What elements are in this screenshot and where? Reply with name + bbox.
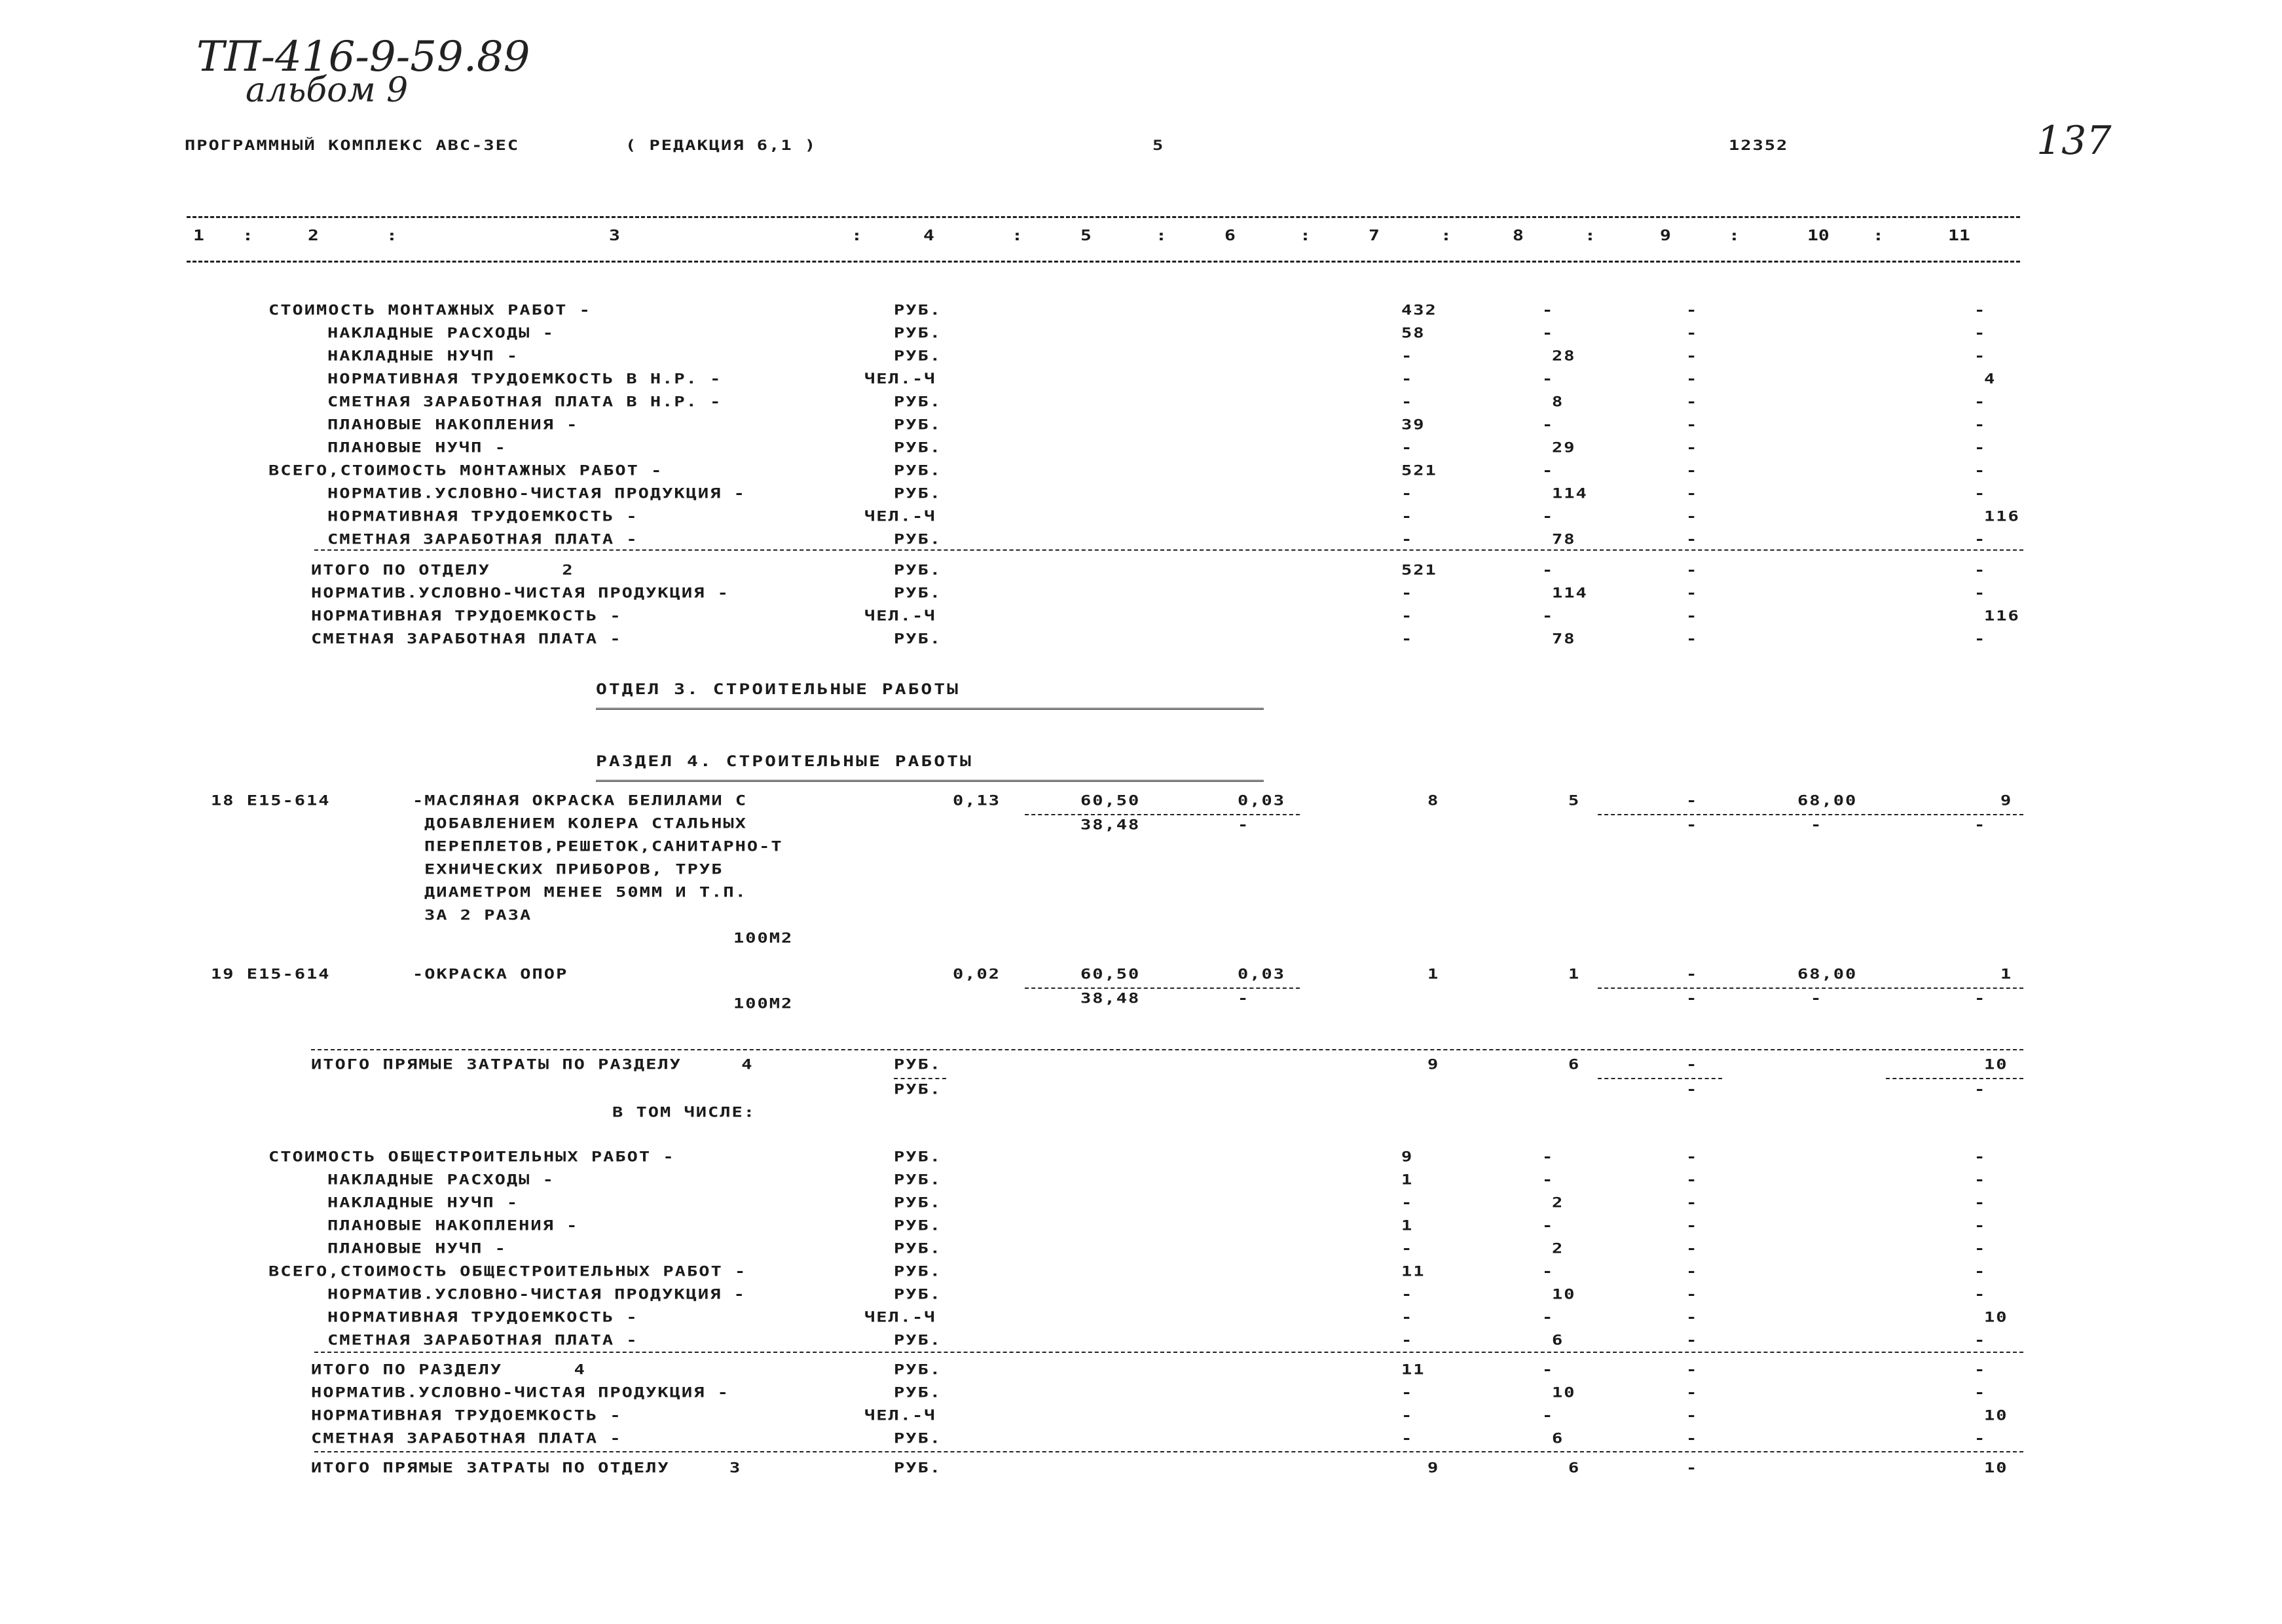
column-separator: : (851, 227, 862, 244)
including-label: В ТОМ ЧИСЛЕ: (612, 1105, 756, 1121)
row-unit: РУБ. (894, 1333, 942, 1349)
price-divider (1025, 814, 1300, 815)
column-number-4: 4 (923, 227, 934, 244)
row-col9: - (1686, 1287, 1699, 1303)
row-col7: - (1401, 348, 1414, 365)
row-label: НАКЛАДНЫЕ РАСХОДЫ - (327, 325, 555, 342)
column-separator: : (1300, 227, 1311, 244)
row-label: ПЛАНОВЫЕ НУЧП - (327, 440, 507, 456)
summary-row (0, 1287, 2282, 1310)
column-separator: : (386, 227, 397, 244)
row-col9: - (1686, 1218, 1699, 1234)
column-separator: : (242, 227, 253, 244)
row-unit: РУБ. (894, 1362, 942, 1378)
summary-row (0, 417, 2282, 441)
row-col7: 39 (1401, 417, 1426, 434)
column-number-2: 2 (308, 227, 319, 244)
row-col8: 28 (1552, 348, 1576, 365)
column-number-8: 8 (1513, 227, 1524, 244)
row-col11: - (1974, 1218, 1987, 1234)
row-label: НАКЛАДНЫЕ НУЧП - (327, 1195, 519, 1211)
position-qty: 0,13 (953, 793, 1001, 809)
row-unit: РУБ. (894, 1431, 942, 1447)
column-number-6: 6 (1224, 227, 1236, 244)
position-col10: 68,00 (1797, 793, 1858, 809)
position-col7: 1 (1427, 967, 1440, 983)
column-number-3: 3 (609, 227, 620, 244)
direct-underline (1598, 1078, 1722, 1079)
row-col9: - (1686, 1264, 1699, 1280)
row-unit: РУБ. (894, 1287, 942, 1303)
row-col8: - (1542, 563, 1555, 579)
handwritten-album: альбом 9 (246, 71, 409, 110)
position-price: 60,50 (1080, 967, 1141, 983)
row-col7: - (1401, 532, 1414, 548)
department-underline (596, 708, 1264, 710)
summary-row (0, 1172, 2282, 1196)
column-separator: : (1012, 227, 1023, 244)
row-col11: 10 (1984, 1057, 2008, 1073)
row-label: ИТОГО ПРЯМЫЕ ЗАТРАТЫ ПО РАЗДЕЛУ 4 (311, 1057, 754, 1073)
row-col8: - (1542, 371, 1555, 388)
row-unit: РУБ. (894, 1218, 942, 1234)
summary-row (0, 1149, 2282, 1173)
row-col8: 10 (1552, 1287, 1576, 1303)
section-underline (596, 780, 1264, 782)
column-separator: : (1729, 227, 1740, 244)
row-unit: РУБ. (894, 303, 942, 319)
result-divider (1598, 987, 2023, 989)
summary-row (0, 348, 2282, 372)
row-col8: - (1542, 509, 1555, 525)
row-unit: РУБ. (894, 417, 942, 434)
direct-underline (894, 1078, 946, 1079)
row-col9: - (1686, 608, 1699, 625)
summary-row (0, 303, 2282, 326)
row-col7: - (1401, 1333, 1414, 1349)
block-divider (314, 1352, 2023, 1353)
row-unit: РУБ. (894, 463, 942, 479)
position-col6: 0,03 (1238, 967, 1286, 983)
row-col11: - (1974, 585, 1987, 602)
row-unit: РУБ. (894, 486, 942, 502)
handwritten-code: ТП-416-9-59.89 (196, 33, 530, 81)
row-label: ВСЕГО,СТОИМОСТЬ МОНТАЖНЫХ РАБОТ - (268, 463, 663, 479)
row-col8: 6 (1552, 1431, 1564, 1447)
position-price-wage: 38,48 (1080, 817, 1141, 834)
row-label: ИТОГО ПО РАЗДЕЛУ 4 (311, 1362, 586, 1378)
row-col7: 58 (1401, 325, 1426, 342)
position-col10: 68,00 (1797, 967, 1858, 983)
row-unit: РУБ. (894, 1082, 942, 1098)
column-number-10: 10 (1807, 227, 1830, 244)
position-col11-wage: - (1974, 991, 1987, 1007)
row-col7: 521 (1401, 563, 1437, 579)
column-separator: : (1873, 227, 1884, 244)
row-col11: 116 (1984, 608, 2020, 625)
row-col11: - (1974, 532, 1987, 548)
row-col8: 114 (1552, 585, 1588, 602)
position-col6-wage: - (1238, 817, 1250, 834)
position-description: ДОБАВЛЕНИЕМ КОЛЕРА СТАЛЬНЫХ (424, 816, 747, 832)
row-label: СТОИМОСТЬ МОНТАЖНЫХ РАБОТ - (268, 303, 591, 319)
row-col9: - (1686, 440, 1699, 456)
row-col9: - (1686, 1057, 1699, 1073)
row-col8: - (1542, 608, 1555, 625)
row-col11: - (1974, 1082, 1987, 1098)
row-col7: 1 (1401, 1218, 1414, 1234)
row-col8: - (1542, 1408, 1555, 1424)
row-col11: - (1974, 486, 1987, 502)
position-col6-wage: - (1238, 991, 1250, 1007)
row-col11: - (1974, 1172, 1987, 1189)
row-col7: - (1401, 1195, 1414, 1211)
row-label: НОРМАТИВ.УСЛОВНО-ЧИСТАЯ ПРОДУКЦИЯ - (311, 585, 729, 602)
row-unit: ЧЕЛ.-Ч (864, 371, 936, 388)
row-col9: - (1686, 509, 1699, 525)
position-col11: 9 (2000, 793, 2013, 809)
row-col8: - (1542, 463, 1555, 479)
summary-row (0, 1241, 2282, 1264)
summary-row (0, 325, 2282, 349)
row-label: ИТОГО ПРЯМЫЕ ЗАТРАТЫ ПО ОТДЕЛУ 3 (311, 1460, 742, 1477)
row-col9: - (1686, 486, 1699, 502)
row-col8: 78 (1552, 631, 1576, 648)
row-col11: - (1974, 1287, 1987, 1303)
row-col8: 29 (1552, 440, 1576, 456)
row-col7: - (1401, 440, 1414, 456)
column-number-5: 5 (1080, 227, 1092, 244)
position-col10-wage: - (1811, 991, 1823, 1007)
row-col7: 432 (1401, 303, 1437, 319)
row-unit: ЧЕЛ.-Ч (864, 1408, 936, 1424)
row-col9: - (1686, 1385, 1699, 1401)
position-col6: 0,03 (1238, 793, 1286, 809)
row-label: НОРМАТИВ.УСЛОВНО-ЧИСТАЯ ПРОДУКЦИЯ - (327, 1287, 746, 1303)
position-col8: 1 (1568, 967, 1581, 983)
summary-row (0, 608, 2282, 632)
final-total-row (0, 1460, 2282, 1484)
row-col9: - (1686, 1362, 1699, 1378)
row-unit: РУБ. (894, 1460, 942, 1477)
row-label: НОРМАТИВНАЯ ТРУДОЕМКОСТЬ - (327, 509, 638, 525)
row-col9: - (1686, 532, 1699, 548)
block-divider (314, 549, 2023, 551)
row-col8: - (1542, 1264, 1555, 1280)
row-col7: 9 (1427, 1460, 1440, 1477)
row-label: СМЕТНАЯ ЗАРАБОТНАЯ ПЛАТА - (327, 1333, 638, 1349)
row-col7: 9 (1401, 1149, 1414, 1166)
position-col7: 8 (1427, 793, 1440, 809)
position-col10-wage: - (1811, 817, 1823, 834)
position-qty: 0,02 (953, 967, 1001, 983)
row-unit: РУБ. (894, 1385, 942, 1401)
row-col7: - (1401, 1241, 1414, 1257)
row-unit: РУБ. (894, 325, 942, 342)
row-col8: - (1542, 1172, 1555, 1189)
row-col8: 78 (1552, 532, 1576, 548)
row-col9: - (1686, 417, 1699, 434)
row-col7: - (1401, 631, 1414, 648)
position-description: -МАСЛЯНАЯ ОКРАСКА БЕЛИЛАМИ С (413, 793, 748, 809)
position-number: 19 Е15-614 (211, 967, 331, 983)
row-col7: - (1401, 585, 1414, 602)
row-col11: - (1974, 1362, 1987, 1378)
position-description: ЕХНИЧЕСКИХ ПРИБОРОВ, ТРУБ (424, 862, 724, 878)
row-col7: - (1401, 486, 1414, 502)
row-col8: 114 (1552, 486, 1588, 502)
row-label: ВСЕГО,СТОИМОСТЬ ОБЩЕСТРОИТЕЛЬНЫХ РАБОТ - (268, 1264, 747, 1280)
row-col8: 2 (1552, 1241, 1564, 1257)
row-col9: - (1686, 371, 1699, 388)
row-col9: - (1686, 1408, 1699, 1424)
row-col11: - (1974, 348, 1987, 365)
row-col8: 6 (1552, 1333, 1564, 1349)
row-col8: - (1542, 1218, 1555, 1234)
row-col8: - (1542, 1310, 1555, 1326)
column-separator: : (1585, 227, 1596, 244)
summary-row (0, 371, 2282, 395)
row-col11: - (1974, 563, 1987, 579)
row-col11: - (1974, 1431, 1987, 1447)
row-unit: РУБ. (894, 631, 942, 648)
row-unit: РУБ. (894, 563, 942, 579)
row-col9: - (1686, 463, 1699, 479)
row-col9: - (1686, 563, 1699, 579)
direct-underline (1886, 1078, 2023, 1079)
row-col11: - (1974, 394, 1987, 411)
row-col8: 6 (1568, 1057, 1581, 1073)
summary-row (0, 1264, 2282, 1287)
summary-row (0, 1218, 2282, 1242)
row-col11: 10 (1984, 1460, 2008, 1477)
summary-row (0, 463, 2282, 487)
row-col9: - (1686, 1460, 1699, 1477)
position-price-wage: 38,48 (1080, 991, 1141, 1007)
position-col9-wage: - (1686, 817, 1699, 834)
row-col11: - (1974, 303, 1987, 319)
row-col8: - (1542, 1149, 1555, 1166)
summary-row (0, 509, 2282, 532)
row-col9: - (1686, 394, 1699, 411)
row-col9: - (1686, 1241, 1699, 1257)
row-col11: - (1974, 631, 1987, 648)
summary-row (0, 631, 2282, 655)
row-unit: ЧЕЛ.-Ч (864, 1310, 936, 1326)
row-col8: 2 (1552, 1195, 1564, 1211)
row-label: СМЕТНАЯ ЗАРАБОТНАЯ ПЛАТА - (311, 631, 622, 648)
row-unit: РУБ. (894, 1264, 942, 1280)
row-unit: РУБ. (894, 1241, 942, 1257)
position-unit: 100М2 (733, 996, 794, 1012)
row-col7: - (1401, 1310, 1414, 1326)
direct-divider (311, 1049, 2023, 1050)
position-col11-wage: - (1974, 817, 1987, 834)
summary-row (0, 486, 2282, 509)
block-divider (314, 1451, 2023, 1452)
row-col11: - (1974, 440, 1987, 456)
summary-row (0, 440, 2282, 464)
row-col7: 11 (1401, 1362, 1426, 1378)
row-label: СМЕТНАЯ ЗАРАБОТНАЯ ПЛАТА В Н.Р. - (327, 394, 722, 411)
row-col7: - (1401, 1408, 1414, 1424)
row-col11: 10 (1984, 1310, 2008, 1326)
table-header-rule (187, 261, 2020, 263)
row-col7: - (1401, 608, 1414, 625)
row-col11: - (1974, 1149, 1987, 1166)
row-col9: - (1686, 1172, 1699, 1189)
row-col7: - (1401, 1385, 1414, 1401)
row-label: СМЕТНАЯ ЗАРАБОТНАЯ ПЛАТА - (311, 1431, 622, 1447)
row-label: НОРМАТИВНАЯ ТРУДОЕМКОСТЬ - (327, 1310, 638, 1326)
row-col8: - (1542, 303, 1555, 319)
summary-row (0, 563, 2282, 586)
row-col11: - (1974, 417, 1987, 434)
position-col9: - (1686, 967, 1699, 983)
row-col7: - (1401, 509, 1414, 525)
row-unit: РУБ. (894, 585, 942, 602)
row-col9: - (1686, 1310, 1699, 1326)
row-label: СТОИМОСТЬ ОБЩЕСТРОИТЕЛЬНЫХ РАБОТ - (268, 1149, 675, 1166)
row-col7: 11 (1401, 1264, 1426, 1280)
row-col11: - (1974, 463, 1987, 479)
row-col7: 521 (1401, 463, 1437, 479)
position-col8: 5 (1568, 793, 1581, 809)
summary-row (0, 1310, 2282, 1333)
row-col11: 10 (1984, 1408, 2008, 1424)
row-unit: РУБ. (894, 532, 942, 548)
department-title: ОТДЕЛ 3. СТРОИТЕЛЬНЫЕ РАБОТЫ (596, 680, 961, 698)
position-col11: 1 (2000, 967, 2013, 983)
position-description: ПЕРЕПЛЕТОВ,РЕШЕТОК,САНИТАРНО-Т (424, 839, 783, 855)
summary-row (0, 1362, 2282, 1386)
row-label: СМЕТНАЯ ЗАРАБОТНАЯ ПЛАТА - (327, 532, 638, 548)
row-col8: - (1542, 325, 1555, 342)
row-label: НОРМАТИВ.УСЛОВНО-ЧИСТАЯ ПРОДУКЦИЯ - (327, 486, 746, 502)
row-col11: - (1974, 1195, 1987, 1211)
row-unit: РУБ. (894, 1172, 942, 1189)
row-col7: - (1401, 371, 1414, 388)
row-col9: - (1686, 1333, 1699, 1349)
row-col9: - (1686, 325, 1699, 342)
row-col11: - (1974, 1264, 1987, 1280)
row-label: ПЛАНОВЫЕ НУЧП - (327, 1241, 507, 1257)
row-label: ПЛАНОВЫЕ НАКОПЛЕНИЯ - (327, 417, 579, 434)
program-title: ПРОГРАММНЫЙ КОМПЛЕКС АВС-ЗЕС (185, 138, 520, 154)
row-col8: 8 (1552, 394, 1564, 411)
summary-row (0, 1408, 2282, 1431)
column-separator: : (1441, 227, 1452, 244)
document-number: 12352 (1729, 138, 1789, 154)
row-label: НОРМАТИВНАЯ ТРУДОЕМКОСТЬ - (311, 608, 622, 625)
row-col7: - (1401, 1431, 1414, 1447)
column-number-9: 9 (1660, 227, 1671, 244)
edition: ( РЕДАКЦИЯ 6,1 ) (625, 138, 817, 154)
row-col11: - (1974, 325, 1987, 342)
sheet-number: 5 (1152, 138, 1165, 154)
row-col7: 9 (1427, 1057, 1440, 1073)
direct-costs-row-2 (0, 1082, 2282, 1105)
row-label: НОРМАТИВНАЯ ТРУДОЕМКОСТЬ В Н.Р. - (327, 371, 722, 388)
column-number-11: 11 (1948, 227, 1970, 244)
column-number-7: 7 (1369, 227, 1380, 244)
price-divider (1025, 987, 1300, 989)
position-description: -ОКРАСКА ОПОР (413, 967, 568, 983)
position-description: ДИАМЕТРОМ МЕНЕЕ 50ММ И Т.П. (424, 885, 747, 901)
row-label: НОРМАТИВ.УСЛОВНО-ЧИСТАЯ ПРОДУКЦИЯ - (311, 1385, 729, 1401)
row-unit: РУБ. (894, 348, 942, 365)
column-separator: : (1156, 227, 1167, 244)
row-unit: РУБ. (894, 1195, 942, 1211)
direct-costs-row (0, 1057, 2282, 1080)
row-col8: - (1542, 1362, 1555, 1378)
row-col9: - (1686, 1195, 1699, 1211)
row-col11: - (1974, 1333, 1987, 1349)
row-col9: - (1686, 1082, 1699, 1098)
row-col8: - (1542, 417, 1555, 434)
row-unit: ЧЕЛ.-Ч (864, 509, 936, 525)
row-col9: - (1686, 303, 1699, 319)
row-col8: 6 (1568, 1460, 1581, 1477)
row-label: НОРМАТИВНАЯ ТРУДОЕМКОСТЬ - (311, 1408, 622, 1424)
summary-row (0, 1195, 2282, 1219)
row-col11: 4 (1984, 371, 1997, 388)
row-col9: - (1686, 1149, 1699, 1166)
row-col7: - (1401, 394, 1414, 411)
position-price: 60,50 (1080, 793, 1141, 809)
row-col11: - (1974, 1385, 1987, 1401)
handwritten-page-number: 137 (2036, 118, 2112, 164)
table-top-rule (187, 216, 2020, 218)
row-col7: 1 (1401, 1172, 1414, 1189)
summary-row (0, 532, 2282, 555)
row-label: ИТОГО ПО ОТДЕЛУ 2 (311, 563, 574, 579)
row-unit: РУБ. (894, 1057, 942, 1073)
summary-row (0, 1385, 2282, 1409)
position-number: 18 Е15-614 (211, 793, 331, 809)
position-col9: - (1686, 793, 1699, 809)
section-title: РАЗДЕЛ 4. СТРОИТЕЛЬНЫЕ РАБОТЫ (596, 752, 973, 770)
position-unit: 100М2 (733, 931, 794, 947)
position-col9-wage: - (1686, 991, 1699, 1007)
row-col11: 116 (1984, 509, 2020, 525)
row-col9: - (1686, 348, 1699, 365)
row-label: ПЛАНОВЫЕ НАКОПЛЕНИЯ - (327, 1218, 579, 1234)
position-description: ЗА 2 РАЗА (424, 908, 532, 924)
row-col7: - (1401, 1287, 1414, 1303)
row-col9: - (1686, 1431, 1699, 1447)
row-unit: РУБ. (894, 1149, 942, 1166)
row-col11: - (1974, 1241, 1987, 1257)
row-col9: - (1686, 585, 1699, 602)
row-unit: РУБ. (894, 394, 942, 411)
result-divider (1598, 814, 2023, 815)
summary-row (0, 585, 2282, 609)
row-col9: - (1686, 631, 1699, 648)
row-col8: 10 (1552, 1385, 1576, 1401)
row-label: НАКЛАДНЫЕ НУЧП - (327, 348, 519, 365)
row-label: НАКЛАДНЫЕ РАСХОДЫ - (327, 1172, 555, 1189)
row-unit: ЧЕЛ.-Ч (864, 608, 936, 625)
row-unit: РУБ. (894, 440, 942, 456)
summary-row (0, 394, 2282, 418)
column-number-1: 1 (193, 227, 204, 244)
